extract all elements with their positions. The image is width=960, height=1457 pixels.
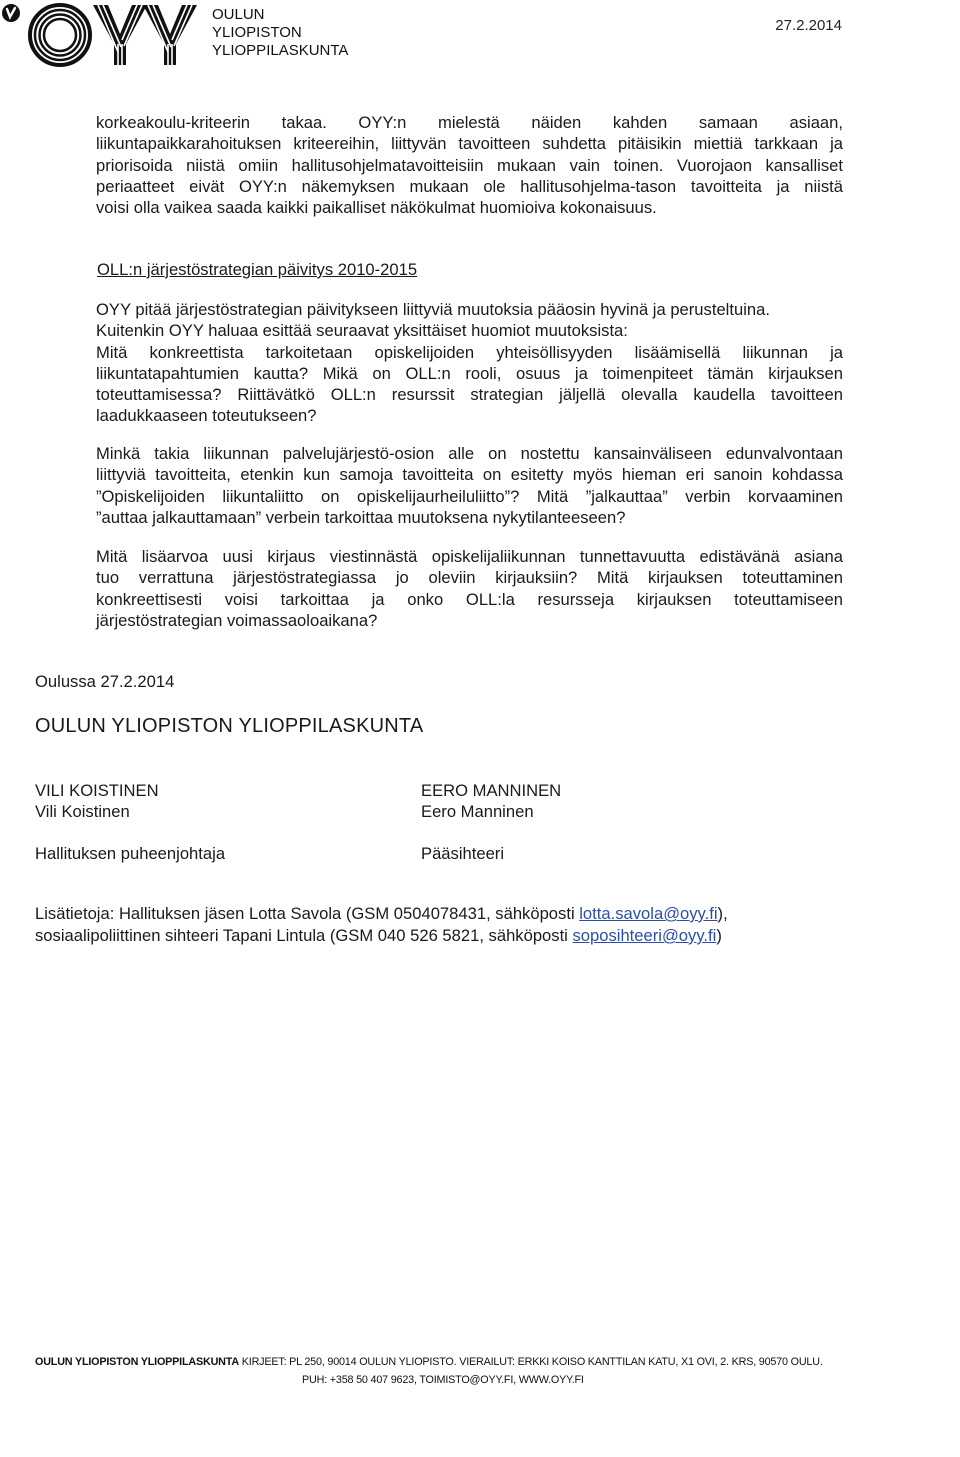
contact-info (35, 903, 728, 947)
contact-text: ), (717, 904, 728, 923)
signature-block-1 (35, 780, 225, 864)
contact-text: ) (716, 926, 722, 945)
paragraph-line: OYY pitää järjestöstrategian päivitykseen liittyviä muutoksia pääosin hyvinä ja perusteltuina. (96, 300, 770, 319)
paragraph-line: Mitä lisäarvoa uusi kirjaus viestinnästä opiskelijaliikunnan tunnettavuutta edistävänä asiana (96, 547, 843, 566)
signatory-name-caps: EERO MANNINEN (421, 781, 562, 800)
signatory-title: Hallituksen puheenjohtaja (35, 844, 226, 863)
footer-org-name: OULUN YLIOPISTON YLIOPPILASKUNTA (35, 1356, 239, 1368)
header-date: 27.2.2014 (775, 17, 842, 34)
paragraph-line: voisi olla vaikea saada kaikki paikalliset näkökulmat huomioiva kokonaisuus. (96, 198, 657, 218)
paragraph-2 (96, 299, 843, 427)
footer-contact: PUH: +358 50 407 9623, TOIMISTO@OYY.FI, WWW.OYY.FI (302, 1374, 584, 1386)
header-org-line2: YLIOPISTON (212, 24, 302, 41)
email-link-soposihteeri[interactable]: soposihteeri@oyy.fi (572, 926, 717, 945)
paragraph-line: Kuitenkin OYY haluaa esittää seuraavat yksittäiset huomiot muutoksista: (96, 321, 628, 341)
paragraph-line: Minkä takia liikunnan palvelujärjestö-osion alle on nostettu kansainväliseen edunvalvontaan (96, 444, 843, 463)
paragraph-line: liikuntapaikkarahoituksen kriteereihin, liittyvän tavoitteen suhdetta pitäisikin miettiä tarkkaan ja (96, 134, 843, 154)
header-org-line1: OULUN (212, 6, 265, 23)
section-heading: OLL:n järjestöstrategian päivitys 2010-2015 (97, 260, 418, 279)
signature-block-2 (421, 780, 561, 864)
paragraph-line: liikuntatapahtumien kautta? Mikä on OLL:n rooli, osuus ja toimenpiteet tämän kirjauksen (96, 363, 843, 383)
signatory-name-caps: VILI KOISTINEN (35, 781, 159, 800)
signatory-title: Pääsihteeri (421, 844, 505, 863)
contact-text: sosiaalipoliittinen sihteeri Tapani Lintula (GSM 040 526 5821, sähköposti (35, 926, 573, 945)
paragraph-line: järjestöstrategian voimassaoloaikana? (96, 610, 378, 630)
paragraph-line: konkreettisesti voisi tarkoittaa ja onko OLL:la resursseja kirjauksen toteuttamiseen (96, 589, 843, 609)
header-org-line3: YLIOPPILASKUNTA (212, 42, 349, 59)
paragraph-line: liittyviä tavoitteita, etenkin kun samoja tavoitteita on esitetty myös hieman eri sanoin kohdassa (96, 465, 843, 485)
contact-line-2 (35, 925, 728, 947)
paragraph-line: ”Opiskelijoiden liikuntaliitto on opiskelijaurheiluliitto”? Mitä ”jalkauttaa” verbin korvaaminen (96, 486, 843, 506)
paragraph-line: tuo verrattuna järjestöstrategiassa jo oleviin kirjauksiin? Mitä kirjauksen toteuttaminen (96, 568, 843, 588)
paragraph-line: ”auttaa jalkauttamaan” verbein tarkoittaa muutoksena nykytilanteeseen? (96, 507, 626, 527)
signatory-name: Vili Koistinen (35, 802, 130, 821)
paragraph-line: Mitä konkreettista tarkoitetaan opiskelijoiden yhteisöllisyyden lisäämisellä liikunnan ja (96, 342, 843, 362)
header-org-name (212, 6, 348, 60)
paragraph-3 (96, 443, 843, 528)
place-date: Oulussa 27.2.2014 (35, 672, 175, 691)
footer-address (35, 1356, 825, 1368)
paragraph-line: periaatteet eivät OYY:n näkemyksen mukaan ole hallitusohjelma-tason tavoitteita ja niistä (96, 176, 843, 196)
paragraph-line: korkeakoulu-kriteerin takaa. OYY:n mielestä näiden kahden samaan asiaan, (96, 113, 843, 132)
signatory-name: Eero Manninen (421, 802, 534, 821)
signing-organization: OULUN YLIOPISTON YLIOPPILASKUNTA (35, 715, 424, 737)
paragraph-1 (96, 112, 843, 218)
contact-text: Lisätietoja: Hallituksen jäsen Lotta Savola (GSM 0504078431, sähköposti (35, 904, 580, 923)
oyy-logo (0, 0, 200, 70)
paragraph-line: priorisoida niistä omiin hallitusohjelmatavoitteisiin mukaan vain toinen. Vuorojaon kansalliset (96, 155, 843, 175)
paragraph-line: toteuttamisessa? Riittävätkö OLL:n resurssit strategian jäljellä olevalla kaudella tavoitteen (96, 385, 843, 405)
email-link-lotta[interactable]: lotta.savola@oyy.fi (579, 904, 718, 923)
footer-address-text: KIRJEET: PL 250, 90014 OULUN YLIOPISTO. VIERAILUT: ERKKI KOISO KANTTILAN KATU, X1 OVI, 2. KRS, 90570 OULU. (238, 1356, 823, 1368)
paragraph-line: laadukkaaseen toteutukseen? (96, 406, 317, 426)
paragraph-4 (96, 546, 843, 631)
contact-line-1 (35, 903, 728, 925)
